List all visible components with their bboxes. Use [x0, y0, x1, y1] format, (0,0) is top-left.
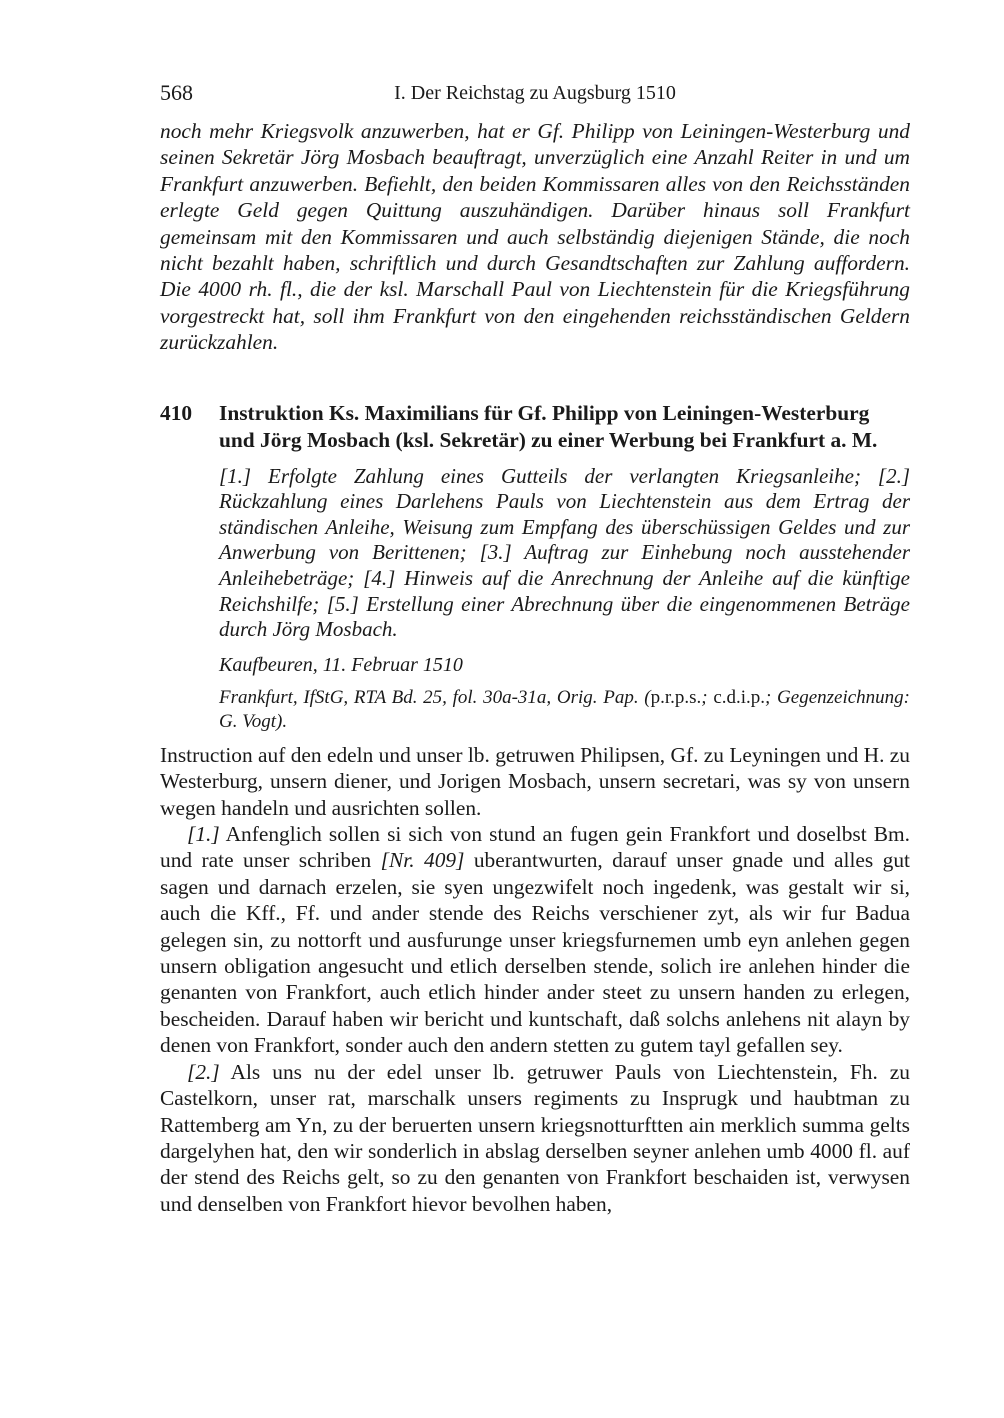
- source-note-prps: p.r.p.s.: [650, 686, 702, 708]
- source-countersignature: ; Gegenzeichnung: G. Vogt).: [219, 686, 911, 732]
- document-date-place: Kaufbeuren, 11. Februar 1510: [219, 653, 463, 676]
- text-intro: Instruction auf den edeln und unser lb. getruwen Philipsen, Gf. zu Leyningen und H. zu Westerburg, unsern diener, und Jorigen Mosbach, unsern secretari, was sy von unsern wegen handeln und ausrichten sollen.: [160, 742, 910, 820]
- document-heading: [160, 400, 910, 734]
- running-head: [160, 78, 910, 112]
- paragraph-1-text-b: uberantwurten, darauf unser gnade und alles gut sagen und darnach erzelen, sie syen ungezwifelt noch ingedenk, was gestalt wir si, auch die Kff., Ff. und ander stende des Reichs verschiener zyt, als wir fur Badua gelegen sin, zu nottorft und ausfurunge unser kriegsfurnemen umb eyn anlehen gegen unsern obligation angesucht und etlich derselben stende, solich ire anlehen hinder die genanten von Frankfort, auch etlich hinder ander steet zu unsern handen zu erlegen, bescheiden. Darauf haben wir bericht und kuntschaft, daß solchs anlehens nit alayn by denen von Frankfort, sonder auch den andern stetten zu gutem tayl gefallen sey.: [160, 848, 910, 1058]
- paragraph-marker-1: [1.]: [187, 822, 220, 847]
- page-number: 568: [160, 80, 193, 105]
- source-note-cdip: c.d.i.p.: [713, 686, 766, 708]
- page: [160, 78, 910, 1217]
- running-title: I. Der Reichstag zu Augsburg 1510: [394, 82, 676, 104]
- document-number: 410: [160, 400, 193, 425]
- source-archive: Frankfurt, IfStG, RTA Bd. 25, fol. 30a-31a, Orig. Pap. (: [219, 686, 651, 708]
- text-paragraph-1: [160, 821, 910, 1059]
- paragraph-2-text: Als uns nu der edel unser lb. getruwer Pauls von Liechtenstein, Fh. zu Castelkorn, unser rat, marschalk unsers regiments zu Insprugk und haubtman zu Rattemberg am Yn, zu der beruerten unsern kriegsnotturftten ain merklich summa gelts dargelyhen hat, den wir sonderlich in abslag derselben seyner anlehen umb 4000 fl. auf der stend des Reichs gelt, so zu den genanten von Frankfort beschaiden ist, verwysen und denselben von Frankfort hievor bevolhen haben,: [160, 1059, 910, 1216]
- paragraph-marker-2: [2.]: [187, 1059, 220, 1084]
- source-separator: ;: [701, 686, 714, 708]
- cross-reference: [Nr. 409]: [380, 848, 465, 873]
- document-regest: [1.] Erfolgte Zahlung eines Gutteils der verlangten Kriegsanleihe; [2.] Rückzahlung eines Darlehens Pauls von Liechtenstein aus dem Ertrag der ständischen Anleihe, Weisung zum Empfang des überschüssigen Geldes und zur Anwerbung von Berittenen; [3.] Auftrag zur Einhebung noch ausstehender Anleihebeträge; [4.] Hinweis auf die Anrechnung der Anleihe auf die künftige Reichshilfe; [5.] Erstellung einer Abrechnung über die eingenommenen Beträge durch Jörg Mosbach.: [219, 463, 910, 642]
- document-text: [160, 742, 910, 1217]
- text-paragraph-2: [160, 1059, 910, 1217]
- document-title: Instruktion Ks. Maximilians für Gf. Philipp von Leiningen-Westerburg und Jörg Mosbach (ksl. Sekretär) zu einer Werbung bei Frankfurt a. M.: [219, 400, 878, 452]
- paragraph-1-text-a: Anfenglich sollen si sich von stund an fugen gein Frankfort und doselbst Bm. und rate unser schriben: [160, 822, 910, 873]
- document-source: [219, 686, 910, 734]
- previous-document-summary: noch mehr Kriegsvolk anzuwerben, hat er Gf. Philipp von Leiningen-Westerburg und seinen Sekretär Jörg Mosbach beauftragt, unverzüglich eine Anzahl Reiter in und um Frankfurt anzuwerben. Befiehlt, den beiden Kommissaren alles von den Reichsständen erlegte Geld gegen Quittung auszuhändigen. Darüber hinaus soll Frankfurt gemeinsam mit den Kommissaren und auch selbständig diejenigen Stände, die noch nicht bezahlt haben, schriftlich und durch Gesandtschaften zur Zahlung auffordern. Die 4000 rh. fl., die der ksl. Marschall Paul von Liechtenstein für die Kriegsführung vorgestreckt hat, soll ihm Frankfurt von den eingehenden reichsständischen Geldern zurückzahlen.: [160, 119, 910, 355]
